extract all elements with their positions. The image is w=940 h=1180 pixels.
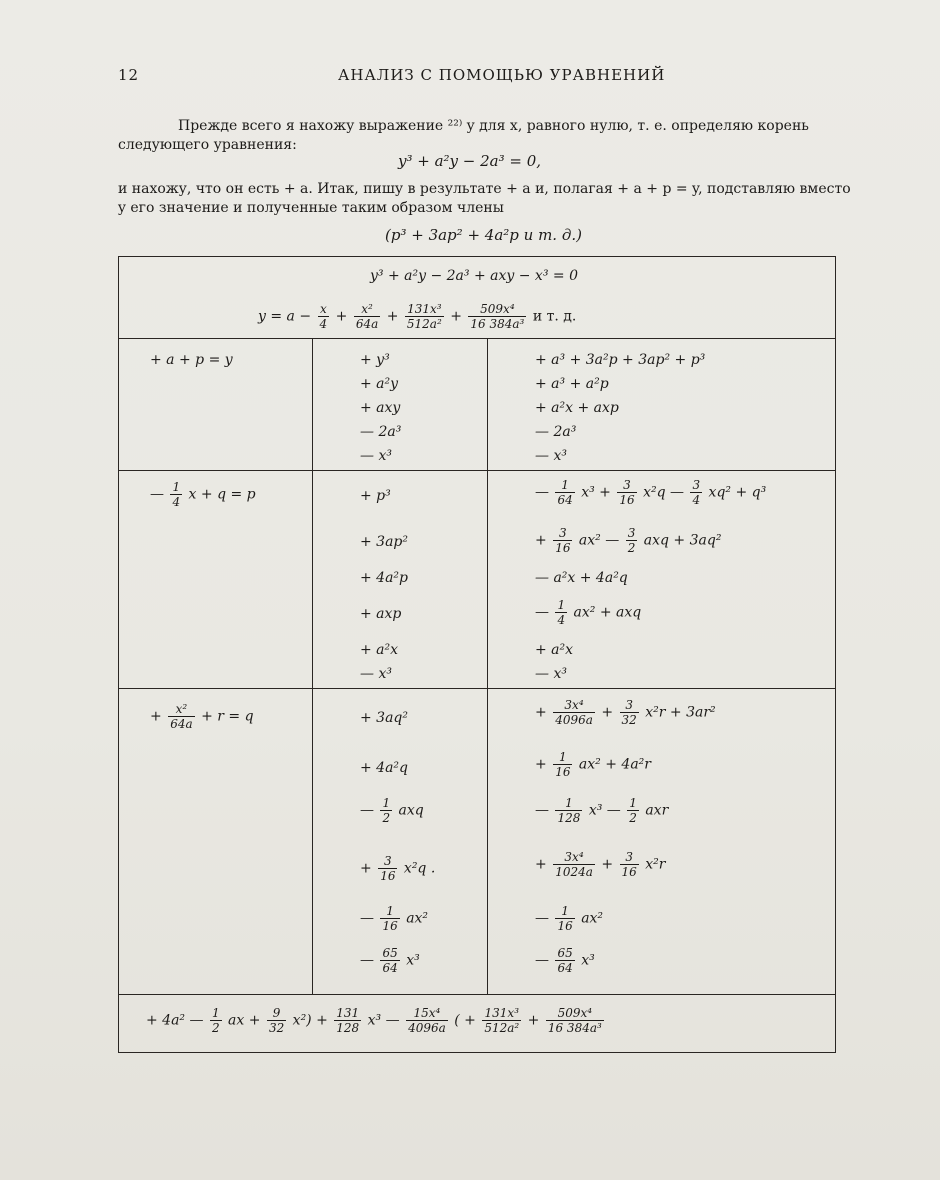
table-rule: [118, 1052, 836, 1053]
block1-mid-3: + axy: [360, 400, 401, 416]
block2-mid-5: + a²x: [360, 642, 399, 658]
block3-right-4: + $\frac{\text{3x⁴}}{1024a}$ + $\frac{3}{16}$ x²r: [535, 850, 666, 879]
table-rule: [118, 994, 836, 995]
page-number: 12: [118, 66, 140, 84]
table-footer-equation: + 4a² — $\frac{1}{2}$ ax + $\frac{9}{32}$ x²) + $\frac{131}{128}$ x³ — $\frac{\text{15x⁴}}{4096a}$ ( + $\frac{\text{131x³}}{\text{512a²}}$ + $\frac{\text{509x⁴}}{\text{16 384a³}}$: [146, 1006, 602, 1035]
block3-left: + $\frac{\text{x²}}{64a}$ + r = q: [150, 702, 254, 731]
block2-mid-6: — x³: [360, 666, 392, 682]
block3-mid-3: — $\frac{1}{2}$ axq: [360, 796, 424, 825]
block2-right-3: — a²x + 4a²q: [535, 570, 628, 586]
block2-right-1: — $\frac{1}{64}$ x³ + $\frac{3}{16}$ x²q — $\frac{3}{4}$ xq² + q³: [535, 478, 767, 507]
table-rule: [118, 338, 836, 339]
block1-right-3: + a²x + axp: [535, 400, 619, 416]
block3-right-3: — $\frac{1}{128}$ x³ — $\frac{1}{2}$ axr: [535, 796, 669, 825]
block3-mid-2: + 4a²q: [360, 760, 409, 776]
block2-mid-2: + 3ap²: [360, 534, 409, 550]
table-rule: [118, 688, 836, 689]
block3-right-5: — $\frac{1}{16}$ ax²: [535, 904, 604, 933]
block3-mid-5: — $\frac{1}{16}$ ax²: [360, 904, 429, 933]
table-rule: [118, 470, 836, 471]
column-rule: [312, 338, 313, 994]
block3-mid-6: — $\frac{65}{64}$ x³: [360, 946, 420, 975]
block3-right-1: + $\frac{\text{3x⁴}}{4096a}$ + $\frac{3}{32}$ x²r + 3ar²: [535, 698, 716, 727]
table-frame: [118, 256, 836, 1052]
block3-mid-1: + 3aq²: [360, 710, 409, 726]
paragraph-1: Прежде всего я нахожу выражение ²²⁾ y для x, равного нулю, т. е. определяю корень следующего уравнения:: [118, 118, 809, 153]
block3-mid-4: + $\frac{3}{16}$ x²q .: [360, 854, 436, 883]
table-rule: [118, 256, 836, 257]
block1-right-4: — 2a³: [535, 424, 577, 440]
block1-left: + a + p = y: [150, 352, 233, 368]
block2-mid-1: + p³: [360, 488, 391, 504]
block1-mid-4: — 2a³: [360, 424, 402, 440]
paragraph-2: и нахожу, что он есть + a. Итак, пишу в результате + a и, полагая + a + p = y, подставляю вместо y его значение и полученные таким образом члены: [118, 181, 851, 216]
block1-right-1: + a³ + 3a²p + 3ap² + p³: [535, 352, 706, 368]
block1-right-2: + a³ + a²p: [535, 376, 609, 392]
block3-right-6: — $\frac{65}{64}$ x³: [535, 946, 595, 975]
page-header: [118, 66, 830, 90]
block2-right-5: + a²x: [535, 642, 574, 658]
block3-right-2: + $\frac{1}{16}$ ax² + 4a²r: [535, 750, 651, 779]
block2-left: — $\frac{1}{4}$ x + q = p: [150, 480, 256, 509]
table-equation-1: y³ + a²y − 2a³ + axy − x³ = 0: [370, 268, 578, 284]
block2-right-4: — $\frac{1}{4}$ ax² + axq: [535, 598, 642, 627]
block2-right-6: — x³: [535, 666, 567, 682]
block1-mid-5: — x³: [360, 448, 392, 464]
equation-1: y³ + a²y − 2a³ = 0,: [398, 152, 542, 170]
table-equation-2: y = a − $\frac{x}{4}$ + $\frac{\text{x²}}{64a}$ + $\frac{\text{131x³}}{\text{512a²}}$ + $\frac{\text{509x⁴}}{\text{16 384a³}}$ и т. д.: [258, 302, 577, 331]
block2-right-2: + $\frac{3}{16}$ ax² — $\frac{3}{2}$ axq + 3aq²: [535, 526, 722, 555]
block1-right-5: — x³: [535, 448, 567, 464]
block2-mid-3: + 4a²p: [360, 570, 409, 586]
block1-mid-1: + y³: [360, 352, 390, 368]
equation-2: (p³ + 3ap² + 4a²p и т. д.): [385, 226, 582, 244]
running-title: АНАЛИЗ С ПОМОЩЬЮ УРАВНЕНИЙ: [338, 66, 666, 84]
column-rule: [487, 338, 488, 994]
block2-mid-4: + axp: [360, 606, 402, 622]
block1-mid-2: + a²y: [360, 376, 399, 392]
